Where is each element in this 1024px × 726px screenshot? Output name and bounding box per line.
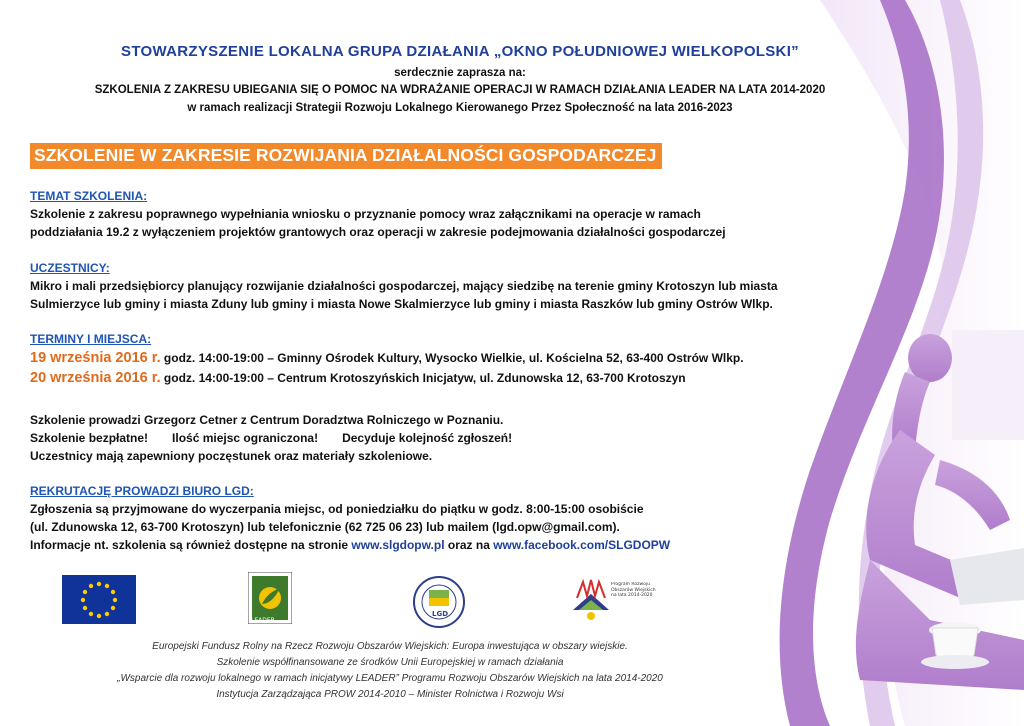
leader-logo-icon	[248, 572, 292, 624]
schedule-date: 20 września 2016 r.	[30, 370, 161, 386]
info-mid: oraz na	[444, 538, 494, 552]
schedule-section	[30, 330, 744, 388]
strategy-line: w ramach realizacji Strategii Rozwoju Lokalnego Kierowanego Przez Społeczność na lata 2016-2023	[187, 102, 733, 114]
participants-line-1: Mikro i mali przedsiębiorcy planujący rozwijanie działalności gospodarczej, mający siedzibę na terenie gminy Krotoszyn lub miasta	[30, 279, 778, 293]
topic-section	[30, 187, 726, 241]
facebook-link[interactable]: www.facebook.com/SLGDOPW	[493, 538, 671, 552]
trainer-line: Szkolenie prowadzi Grzegorz Cetner z Centrum Doradztwa Rolniczego w Poznaniu.	[30, 413, 504, 427]
schedule-details: godz. 14:00-19:00 – Centrum Krotoszyńskich Inicjatyw, ul. Zdunowska 12, 63-700 Krotoszyn	[160, 371, 686, 385]
schedule-item	[30, 368, 744, 388]
prow-logo-icon	[569, 576, 659, 626]
catering-line: Uczestnicy mają zapewniony poczęstunek oraz materiały szkoleniowe.	[30, 449, 433, 463]
limited-notice: Ilość miejsc ograniczona!	[172, 431, 319, 445]
website-link[interactable]: www.slgdopw.pl	[351, 538, 445, 552]
leader-text: LEADER	[251, 617, 275, 624]
participants-section	[30, 259, 778, 313]
info-prefix: Informacje nt. szkolenia są również dostępne na stronie	[30, 538, 352, 552]
lgd-seal-text: LGD	[432, 610, 449, 618]
recruitment-line-1: Zgłoszenia są przyjmowane do wyczerpania miejsc, od poniedziałku do piątku w godz. 8:00-15:00 osobiście	[30, 502, 644, 516]
training-banner: SZKOLENIE W ZAKRESIE ROZWIJANIA DZIAŁALNOŚCI GOSPODARCZEJ	[30, 143, 662, 169]
topic-line-2: poddziałania 19.2 z wyłączeniem projektów grantowych oraz operacji w zakresie podejmowania działalności gospodarczej	[30, 225, 726, 239]
participants-line-2: Sulmierzyce lub gminy i miasta Zduny lub gminy i miasta Nowe Skalmierzyce lub gminy i miasta Raszków lub gminy Ostrów Wlkp.	[30, 297, 773, 311]
schedule-label: TERMINY I MIEJSCA:	[30, 332, 152, 346]
footer-line-3: „Wsparcie dla rozwoju lokalnego w ramach inicjatywy LEADER” Programu Rozwoju Obszarów Wiejskich na lata 2014-2020	[117, 673, 663, 684]
organization-title: STOWARZYSZENIE LOKALNA GRUPA DZIAŁANIA „OKNO POŁUDNIOWEJ WIELKOPOLSKI”	[121, 43, 799, 60]
schedule-date: 19 września 2016 r.	[30, 350, 161, 366]
footer-line-2: Szkolenie współfinansowane ze środków Unii Europejskiej w ramach działania	[216, 657, 564, 668]
notice-line	[30, 429, 512, 447]
recruitment-line-3	[30, 536, 670, 554]
footer-line-1: Europejski Fundusz Rolny na Rzecz Rozwoju Obszarów Wiejskich: Europa inwestująca w obszary wiejskie.	[152, 641, 628, 652]
recruitment-section	[30, 482, 670, 554]
info-section	[30, 411, 512, 465]
free-notice: Szkolenie bezpłatne!	[30, 431, 149, 445]
topic-label: TEMAT SZKOLENIA:	[30, 189, 148, 203]
lgd-seal-icon	[413, 576, 465, 628]
footer-line-4: Instytucja Zarządzająca PROW 2014-2010 – Minister Rolnictwa i Rozwoju Wsi	[216, 689, 564, 700]
topic-line-1: Szkolenie z zakresu poprawnego wypełniania wniosku o przyznanie pomocy wraz załącznikami na operacje w ramach	[30, 207, 701, 221]
schedule-details: godz. 14:00-19:00 – Gminny Ośrodek Kultury, Wysocko Wielkie, ul. Kościelna 52, 63-400 Ostrów Wlkp.	[160, 351, 744, 365]
recruitment-label: REKRUTACJĘ PROWADZI BIURO LGD:	[30, 484, 254, 498]
schedule-item	[30, 348, 744, 368]
invitation-line: serdecznie zaprasza na:	[394, 67, 526, 79]
order-notice: Decyduje kolejność zgłoszeń!	[342, 431, 513, 445]
participants-label: UCZESTNICY:	[30, 261, 110, 275]
eu-flag-icon	[62, 575, 136, 624]
prow-logo-text: Program Rozwoju Obszarów Wiejskich na lata 2014-2020	[611, 582, 656, 598]
program-line: SZKOLENIA Z ZAKRESU UBIEGANIA SIĘ O POMOC NA WDRAŻANIE OPERACJI W RAMACH DZIAŁANIA LEADER NA LATA 2014-2020	[94, 84, 826, 96]
recruitment-line-2: (ul. Zdunowska 12, 63-700 Krotoszyn) lub telefonicznie (62 725 06 23) lub mailem (lgd.opw@gmail.com).	[30, 520, 620, 534]
logos-row	[0, 572, 1024, 632]
